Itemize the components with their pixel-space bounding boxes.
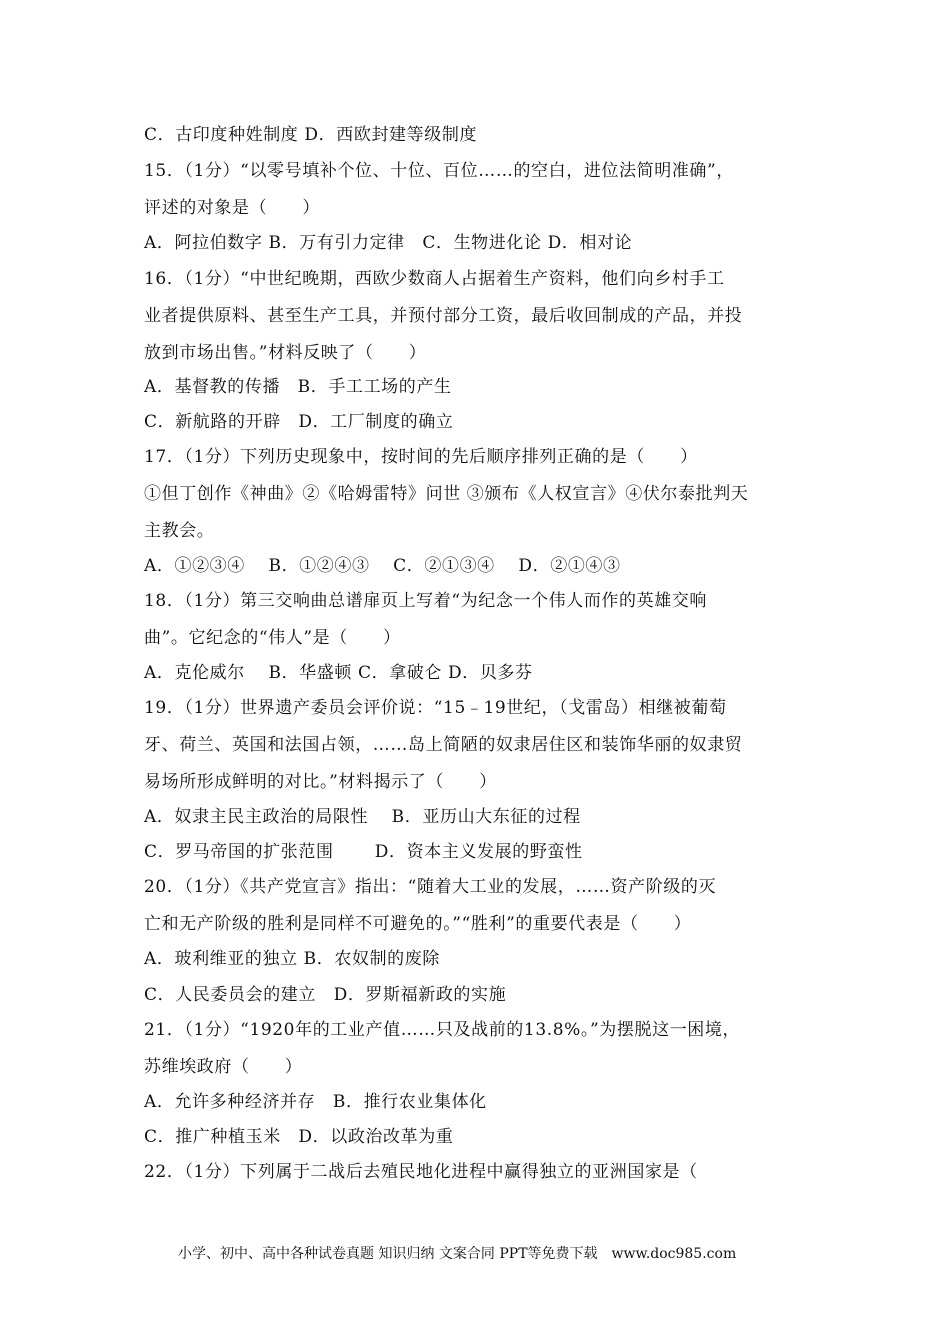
text-line: 放到市场出售。”材料反映了（ ） — [144, 343, 427, 363]
text-line: 易场所形成鲜明的对比。”材料揭示了（ ） — [144, 772, 497, 792]
text-line: A．允许多种经济并存 B．推行农业集体化 — [144, 1092, 487, 1112]
text-line: A．基督教的传播 B．手工工场的产生 — [144, 377, 452, 397]
page-footer: 小学、初中、高中各种试卷真题 知识归纳 文案合同 PPT等免费下载 www.doc985.com — [178, 1246, 737, 1262]
text-line: 19．（1分）世界遗产委员会评价说：“15﹣19世纪，（戈雷岛）相继被葡萄 — [144, 698, 727, 718]
text-line: 20．（1分）《共产党宣言》指出：“随着大工业的发展，……资产阶级的灭 — [144, 877, 717, 897]
text-line: A．阿拉伯数字 B．万有引力定律 C．生物进化论 D．相对论 — [144, 233, 633, 253]
text-line: C．推广种植玉米 D．以政治改革为重 — [144, 1127, 454, 1147]
text-line: 18．（1分）第三交响曲总谱扉页上写着“为纪念一个伟人而作的英雄交响 — [144, 591, 708, 611]
text-line: 17．（1分）下列历史现象中，按时间的先后顺序排列正确的是（ ） — [144, 447, 698, 467]
text-line: 16．（1分）“中世纪晚期，西欧少数商人占据着生产资料，他们向乡村手工 — [144, 269, 725, 289]
text-line: 苏维埃政府（ ） — [144, 1057, 303, 1077]
text-line: C．罗马帝国的扩张范围 D．资本主义发展的野蛮性 — [144, 842, 583, 862]
text-line: C．人民委员会的建立 D．罗斯福新政的实施 — [144, 985, 507, 1005]
text-line: A．玻利维亚的独立 B．农奴制的废除 — [144, 949, 440, 969]
text-line: 曲”。它纪念的“伟人”是（ ） — [144, 628, 401, 648]
text-line: A．奴隶主民主政治的局限性 B．亚历山大东征的过程 — [144, 807, 581, 827]
text-line: C．新航路的开辟 D．工厂制度的确立 — [144, 412, 454, 432]
text-line: 22．（1分）下列属于二战后去殖民地化进程中赢得独立的亚洲国家是（ — [144, 1162, 698, 1182]
text-line: 主教会。 — [144, 521, 215, 541]
text-line: C．古印度种姓制度 D．西欧封建等级制度 — [144, 125, 478, 145]
text-line: ①但丁创作《神曲》②《哈姆雷特》问世 ③颁布《人权宣言》④伏尔泰批判天 — [144, 484, 749, 504]
text-line: 业者提供原料、甚至生产工具，并预付部分工资，最后收回制成的产品，并投 — [144, 306, 743, 326]
text-line: A．克伦威尔 B．华盛顿 C．拿破仑 D．贝多芬 — [144, 663, 533, 683]
text-line: A．①②③④ B．①②④③ C．②①③④ D．②①④③ — [144, 556, 621, 576]
text-line: 牙、荷兰、英国和法国占领，……岛上简陋的奴隶居住区和装饰华丽的奴隶贸 — [144, 735, 743, 755]
text-line: 亡和无产阶级的胜利是同样不可避免的。”“胜利”的重要代表是（ ） — [144, 914, 692, 934]
text-line: 评述的对象是（ ） — [144, 198, 320, 218]
text-line: 21．（1分）“1920年的工业产值……只及战前的13.8%。”为摆脱这一困境， — [144, 1020, 741, 1040]
text-line: 15．（1分）“以零号填补个位、十位、百位……的空白，进位法简明准确”， — [144, 161, 734, 181]
